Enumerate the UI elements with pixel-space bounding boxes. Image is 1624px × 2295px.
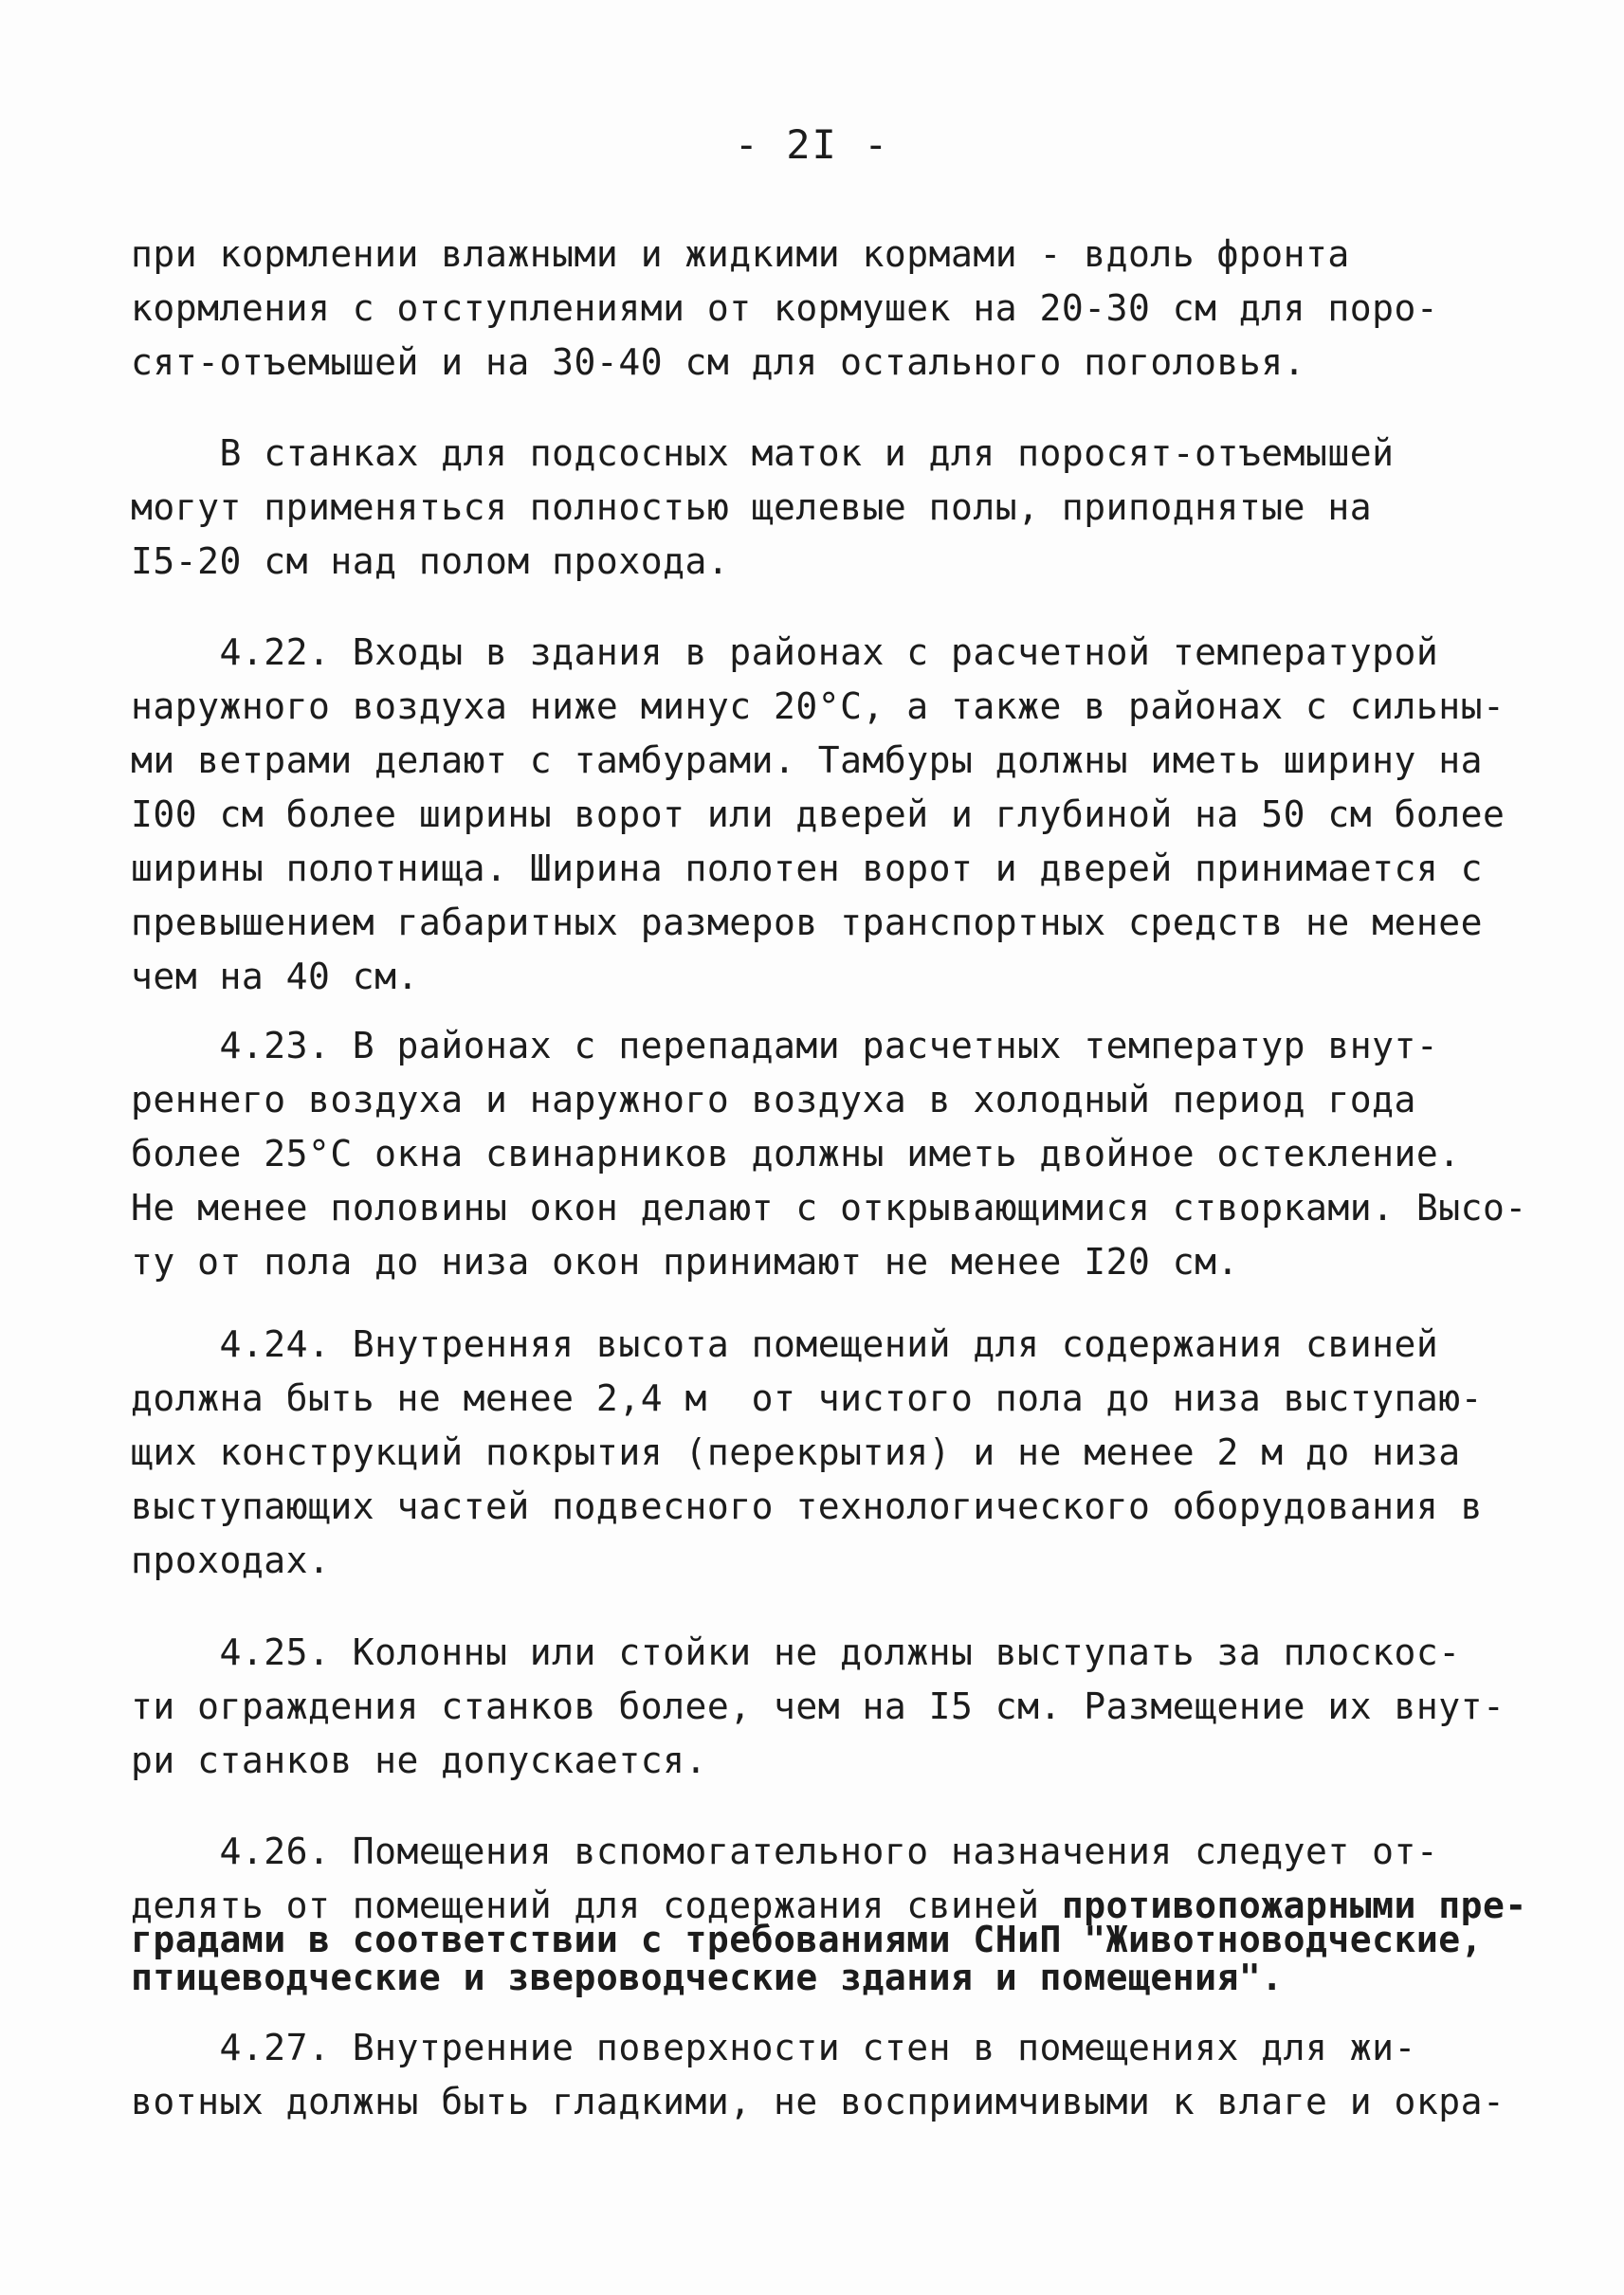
- text-line: реннего воздуха и наружного воздуха в холодный период года: [131, 1079, 1416, 1120]
- text-line: ми ветрами делают с тамбурами. Тамбуры должны иметь ширину на: [131, 739, 1484, 781]
- paragraph-4-26: [131, 1825, 1527, 1998]
- text-line-mixed: [131, 1879, 1527, 1926]
- text-line: должна быть не менее 2,4 м от чистого пола до низа выступаю-: [131, 1377, 1484, 1419]
- text-line: более 25°C окна свинарников должны иметь двойное остекление.: [131, 1133, 1461, 1175]
- text-line: ри станков не допускается.: [131, 1739, 707, 1781]
- paragraph-fronts: [131, 228, 1515, 390]
- text-line: выступающих частей подвесного технологического оборудования в: [131, 1485, 1484, 1527]
- text-line: превышением габаритных размеров транспортных средств не менее: [131, 902, 1484, 943]
- paragraph-slatted-floors: [131, 427, 1515, 589]
- text-line: Не менее половины окон делают с открывающимися створками. Высо-: [131, 1187, 1527, 1229]
- text-line: 4.23. В районах с перепадами расчетных температур внут-: [131, 1025, 1439, 1066]
- text-line: сят-отъемышей и на 30-40 см для остального поголовья.: [131, 341, 1306, 383]
- text-line: наружного воздуха ниже минус 20°C, а также в районах с сильны-: [131, 685, 1505, 727]
- text-line: 4.27. Внутренние поверхности стен в помещениях для жи-: [131, 2027, 1416, 2068]
- text-line: I5-20 см над полом прохода.: [131, 540, 730, 582]
- bold-text-line: градами в соответствии с требованиями СНиП "Животноводческие,: [131, 1919, 1484, 1960]
- text-line: при кормлении влажными и жидкими кормами - вдоль фронта: [131, 233, 1350, 275]
- text-line: кормления с отступлениями от кормушек на 20-30 см для поро-: [131, 287, 1439, 329]
- paragraph-4-25: [131, 1626, 1515, 1788]
- text-line: могут применяться полностью щелевые полы, приподнятые на: [131, 486, 1373, 528]
- text-line: ширины полотнища. Ширина полотен ворот и дверей принимается с: [131, 847, 1484, 889]
- text-line: проходах.: [131, 1539, 331, 1581]
- paragraph-4-23: [131, 1019, 1527, 1289]
- text-line: 4.22. Входы в здания в районах с расчетной температурой: [131, 631, 1439, 673]
- text-line: вотных должны быть гладкими, не восприимчивыми к влаге и окра-: [131, 2081, 1505, 2122]
- text-line: чем на 40 см.: [131, 956, 419, 997]
- page-number: - 2I -: [734, 121, 890, 168]
- text-line: ту от пола до низа окон принимают не менее I20 см.: [131, 1241, 1239, 1283]
- text-line: В станках для подсосных маток и для поросят-отъемышей: [131, 432, 1395, 474]
- paragraph-4-24: [131, 1318, 1515, 1588]
- text-line: 4.26. Помещения вспомогательного назначения следует от-: [131, 1831, 1439, 1872]
- paragraph-4-22: [131, 626, 1515, 1004]
- text-line: ти ограждения станков более, чем на I5 см. Размещение их внут-: [131, 1685, 1505, 1727]
- bold-text-segment: противопожарными пре-: [1061, 1885, 1527, 1926]
- text-line: I00 см более ширины ворот или дверей и глубиной на 50 см более: [131, 793, 1505, 835]
- text-line: 4.24. Внутренняя высота помещений для содержания свиней: [131, 1323, 1439, 1365]
- text-segment: делять от помещений для содержания свиней: [131, 1885, 1062, 1926]
- paragraph-4-27: [131, 2021, 1515, 2129]
- text-line: 4.25. Колонны или стойки не должны выступать за плоскос-: [131, 1631, 1461, 1673]
- bold-text-line: птицеводческие и звероводческие здания и помещения".: [131, 1957, 1284, 1998]
- text-line: щих конструкций покрытия (перекрытия) и не менее 2 м до низа: [131, 1431, 1461, 1473]
